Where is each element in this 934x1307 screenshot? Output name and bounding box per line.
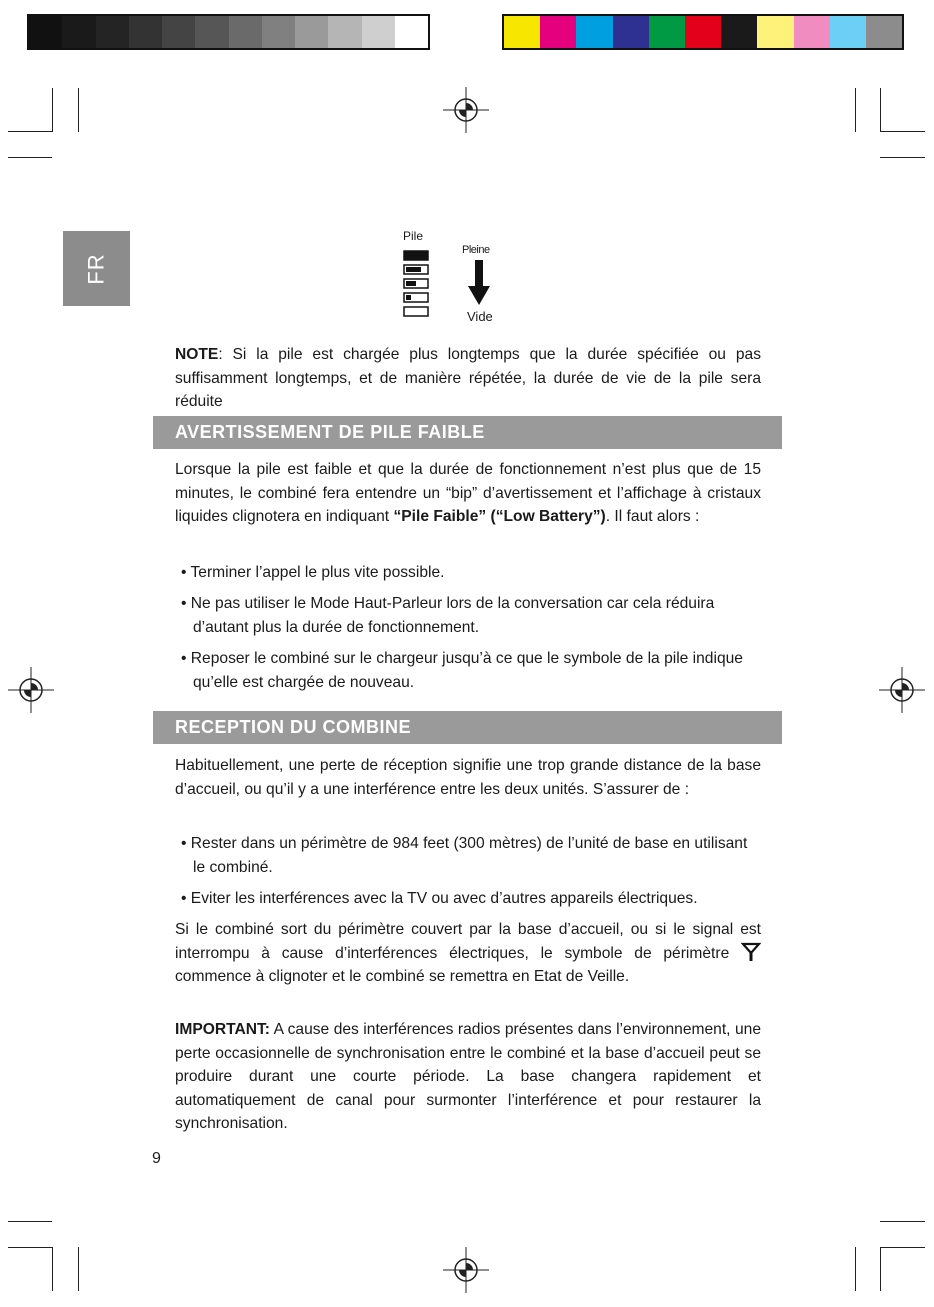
empty-label: Vide bbox=[467, 309, 493, 324]
low-battery-intro bbox=[175, 458, 761, 529]
gray-swatch bbox=[96, 16, 129, 48]
color-swatch bbox=[830, 16, 866, 48]
gray-swatch bbox=[195, 16, 228, 48]
language-tab-label: FR bbox=[83, 252, 109, 285]
pile-label: Pile bbox=[403, 229, 424, 243]
list-item: • Reposer le combiné sur le chargeur jusqu’à ce que le symbole de la pile indique qu’elle est chargée de nouveau. bbox=[181, 650, 743, 691]
note-label: NOTE bbox=[175, 346, 219, 363]
section-header-low-battery: AVERTISSEMENT DE PILE FAIBLE bbox=[153, 416, 782, 449]
list-item: • Terminer l’appel le plus vite possible. bbox=[181, 564, 445, 581]
note-paragraph bbox=[175, 343, 761, 414]
antenna-signal-icon bbox=[741, 942, 761, 961]
color-swatch bbox=[649, 16, 685, 48]
low-battery-intro-text: Lorsque la pile est faible et que la durée de fonctionnement n’est plus que de 15 minutes, le combiné fera entendre un “bip” d’avertissement et l’affichage à cristaux liquides clignotera en indiquant bbox=[175, 461, 761, 525]
color-swatch bbox=[757, 16, 793, 48]
gray-swatch bbox=[395, 16, 428, 48]
registration-target-icon bbox=[443, 1247, 489, 1293]
gray-swatch bbox=[129, 16, 162, 48]
color-swatch bbox=[794, 16, 830, 48]
language-tab bbox=[63, 231, 130, 306]
important-paragraph bbox=[175, 1018, 761, 1136]
section-header-reception: RECEPTION DU COMBINE bbox=[153, 711, 782, 744]
low-battery-message: “Pile Faible” (“Low Battery”) bbox=[393, 508, 606, 525]
color-swatch bbox=[540, 16, 576, 48]
arrow-down-icon bbox=[467, 260, 491, 306]
gray-swatch bbox=[362, 16, 395, 48]
list-item: • Eviter les interférences avec la TV ou avec d’autres appareils électriques. bbox=[181, 890, 698, 907]
list-item: • Ne pas utiliser le Mode Haut-Parleur lors de la conversation car cela réduira d’autant plus la durée de fonctionnement. bbox=[181, 595, 715, 636]
battery-level-icon bbox=[401, 248, 431, 320]
reception-intro: Habituellement, une perte de réception signifie une trop grande distance de la base d’accueil, ou qu’il y a une interférence entre les deux unités. S’assurer de : bbox=[175, 757, 761, 798]
registration-target-icon bbox=[443, 87, 489, 133]
color-calibration-bar bbox=[502, 14, 904, 50]
full-label: Pleine bbox=[462, 244, 490, 256]
gray-swatch bbox=[29, 16, 62, 48]
gray-swatch bbox=[62, 16, 95, 48]
color-swatch bbox=[721, 16, 757, 48]
color-swatch bbox=[504, 16, 540, 48]
registration-target-icon bbox=[879, 667, 925, 713]
range-text: Si le combiné sort du périmètre couvert par la base d’accueil, ou si le signal est interrompu à cause d’interférences électriques, le symbole de périmètre bbox=[175, 921, 761, 962]
color-swatch bbox=[613, 16, 649, 48]
list-item: • Rester dans un périmètre de 984 feet (300 mètres) de l’unité de base en utilisant le combiné. bbox=[181, 835, 748, 876]
range-paragraph bbox=[175, 918, 761, 989]
page-number: 9 bbox=[152, 1150, 161, 1167]
range-text-end: commence à clignoter et le combiné se remettra en Etat de Veille. bbox=[175, 968, 630, 985]
color-swatch bbox=[576, 16, 612, 48]
gray-swatch bbox=[262, 16, 295, 48]
color-swatch bbox=[866, 16, 902, 48]
important-text: A cause des interférences radios présentes dans l’environnement, une perte occasionnelle de synchronisation entre le combiné et la base d’accueil peut se produire durant une courte période. La base changera rapidement et automatiquement de canal pour surmonter l’interférence et pour restaurer la synchronisation. bbox=[175, 1021, 761, 1132]
registration-target-icon bbox=[8, 667, 54, 713]
gray-swatch bbox=[295, 16, 328, 48]
color-swatch bbox=[685, 16, 721, 48]
grayscale-calibration-bar bbox=[27, 14, 430, 50]
gray-swatch bbox=[162, 16, 195, 48]
gray-swatch bbox=[328, 16, 361, 48]
important-label: IMPORTANT: bbox=[175, 1021, 270, 1038]
note-text: : Si la pile est chargée plus longtemps que la durée spécifiée ou pas suffisamment longtemps, et de manière répétée, la durée de vie de la pile sera réduite bbox=[175, 346, 761, 410]
low-battery-intro-end: . Il faut alors : bbox=[605, 508, 700, 525]
gray-swatch bbox=[229, 16, 262, 48]
